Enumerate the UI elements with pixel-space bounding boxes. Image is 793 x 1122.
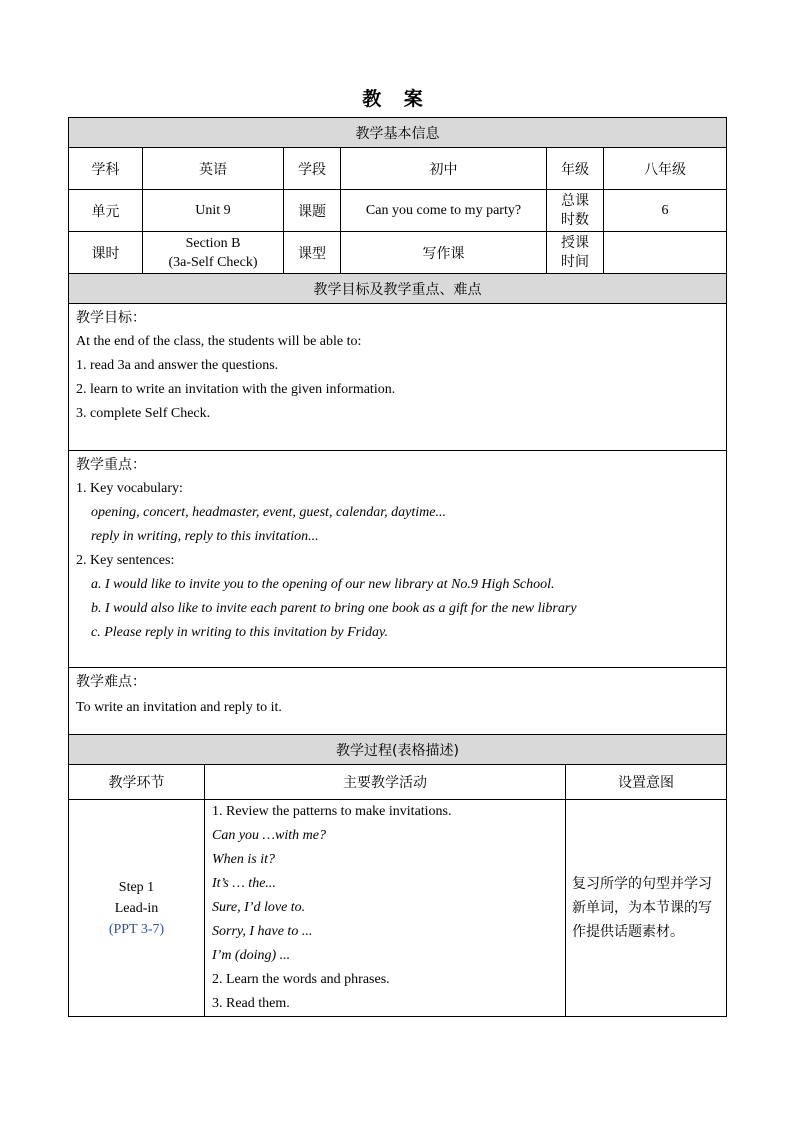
- unit-label: 单元: [69, 190, 143, 232]
- total-label-line-2: 时数: [561, 211, 589, 228]
- activity-line: 3. Read them.: [212, 996, 290, 1011]
- activities-cell: [205, 800, 566, 1017]
- activity-line: When is it?: [212, 852, 275, 867]
- activity-line: Sure, I’d love to.: [212, 900, 306, 915]
- step-name: Lead-in: [114, 900, 159, 916]
- unit-value: Unit 9: [143, 190, 284, 232]
- topic-label: 课题: [284, 190, 341, 232]
- activity-line: 2. Learn the words and phrases.: [212, 972, 390, 987]
- basic-info-header: 教学基本信息: [69, 118, 727, 148]
- key-vocab-title: 1. Key vocabulary:: [76, 481, 183, 496]
- teaching-process-table: [68, 734, 727, 1017]
- goal-line: 2. learn to write an invitation with the given information.: [76, 382, 396, 397]
- time-label-line-1: 授课: [561, 234, 589, 251]
- ppt-reference: (PPT 3-7): [108, 921, 165, 937]
- key-points-label: 教学重点：: [76, 457, 146, 473]
- purpose-cell: 复习所学的句型并学习新单词，为本节课的写作提供话题素材。: [566, 800, 727, 1017]
- grade-label: 年级: [547, 148, 604, 190]
- goal-line: 1. read 3a and answer the questions.: [76, 358, 279, 373]
- column-header-stage: 教学环节: [69, 765, 205, 800]
- goal-line: 3. complete Self Check.: [76, 406, 211, 421]
- document-title: 教 案: [362, 88, 431, 110]
- grade-value: 八年级: [604, 148, 727, 190]
- key-vocab-line: opening, concert, headmaster, event, guest, calendar, daytime...: [91, 505, 446, 520]
- activity-line: It’s … the...: [212, 876, 276, 891]
- step-cell: [69, 800, 205, 1017]
- key-sentence-line: a. I would like to invite you to the opening of our new library at No.9 High School.: [91, 577, 555, 592]
- teach-time-label: [547, 232, 604, 274]
- period-line-1: Section B: [185, 235, 241, 251]
- difficult-points-cell: [69, 668, 727, 736]
- difficult-label: 教学难点：: [76, 674, 146, 690]
- total-periods-value: 6: [604, 190, 727, 232]
- lesson-info-table: [68, 117, 727, 736]
- period-value: [143, 232, 284, 274]
- activity-line: Can you …with me?: [212, 828, 326, 843]
- stage-value: 初中: [341, 148, 547, 190]
- type-value: 写作课: [341, 232, 547, 274]
- time-label-line-2: 时间: [561, 253, 589, 270]
- period-line-2: (3a-Self Check): [168, 254, 258, 270]
- type-label: 课型: [284, 232, 341, 274]
- activity-line: 1. Review the patterns to make invitations.: [212, 804, 452, 819]
- column-header-purpose: 设置意图: [566, 765, 727, 800]
- key-points-cell: [69, 451, 727, 668]
- subject-label: 学科: [69, 148, 143, 190]
- goal-line: At the end of the class, the students will be able to:: [76, 334, 362, 349]
- activity-line: Sorry, I have to ...: [212, 924, 313, 939]
- key-sentence-line: c. Please reply in writing to this invitation by Friday.: [91, 625, 388, 640]
- activity-line: I’m (doing) ...: [212, 948, 291, 963]
- teaching-goals-cell: [69, 304, 727, 451]
- subject-value: 英语: [143, 148, 284, 190]
- key-vocab-line: reply in writing, reply to this invitation...: [91, 529, 319, 544]
- step-number: Step 1: [118, 879, 155, 895]
- goals-label: 教学目标：: [76, 310, 146, 326]
- period-label: 课时: [69, 232, 143, 274]
- key-sentence-line: b. I would also like to invite each parent to bring one book as a gift for the new library: [91, 601, 577, 616]
- difficult-text: To write an invitation and reply to it.: [76, 700, 282, 715]
- column-header-activities: 主要教学活动: [205, 765, 566, 800]
- objectives-header: 教学目标及教学重点、难点: [69, 274, 727, 304]
- topic-value: Can you come to my party?: [341, 190, 547, 232]
- total-label-line-1: 总课: [561, 192, 589, 209]
- teach-time-value: [604, 232, 727, 274]
- key-sentences-title: 2. Key sentences:: [76, 553, 175, 568]
- total-periods-label: [547, 190, 604, 232]
- process-header: 教学过程(表格描述): [69, 735, 727, 765]
- stage-label: 学段: [284, 148, 341, 190]
